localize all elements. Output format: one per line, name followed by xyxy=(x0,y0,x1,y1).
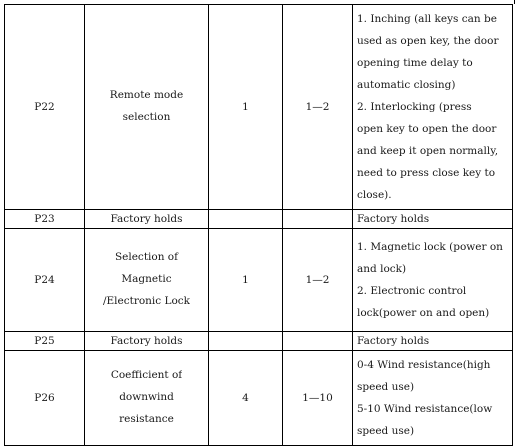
description-line: used as open key, the door xyxy=(357,35,499,47)
param-default-cell xyxy=(209,5,283,210)
param-name-line: Selection of xyxy=(114,250,179,263)
param-name-line: Remote mode xyxy=(109,88,184,101)
param-default: 1 xyxy=(242,101,249,113)
description-line: and lock) xyxy=(357,263,407,275)
param-default-cell xyxy=(209,210,283,229)
param-name xyxy=(107,364,186,430)
param-description xyxy=(353,229,513,332)
param-name-line: Coefficient of xyxy=(110,368,183,381)
description-line: 2. Interlocking (press xyxy=(357,101,472,113)
param-description xyxy=(353,5,513,210)
param-code-cell xyxy=(5,351,85,446)
param-code-cell xyxy=(5,229,85,332)
param-range: 1—2 xyxy=(305,274,330,286)
param-name-line: downwind xyxy=(119,390,174,403)
param-default-cell xyxy=(209,229,283,332)
param-name xyxy=(106,84,187,128)
description-line: automatic closing) xyxy=(357,79,456,91)
param-code-cell xyxy=(5,210,85,229)
param-name: Factory holds xyxy=(110,212,183,225)
description-line: 1. Magnetic lock (power on xyxy=(357,241,503,253)
description-line: close). xyxy=(357,189,392,201)
param-range-cell xyxy=(283,332,353,351)
description-line: 2. Electronic control xyxy=(357,285,467,297)
param-default-cell xyxy=(209,332,283,351)
table-row-p22 xyxy=(5,5,513,210)
param-description xyxy=(353,351,513,446)
description-line: speed use) xyxy=(357,381,415,393)
param-name-line: resistance xyxy=(119,412,174,425)
table-row-p23 xyxy=(5,210,513,229)
parameter-table xyxy=(4,4,513,446)
param-code-cell xyxy=(5,332,85,351)
description-line: 5-10 Wind resistance(low xyxy=(357,403,493,415)
description-line: and keep it open normally, xyxy=(357,145,499,157)
param-name xyxy=(99,246,194,312)
description-line: 1. Inching (all keys can be xyxy=(357,13,497,25)
table-row-p25 xyxy=(5,332,513,351)
param-range-cell xyxy=(283,351,353,446)
param-code: P22 xyxy=(34,101,55,113)
param-range-cell xyxy=(283,5,353,210)
param-range: 1—2 xyxy=(305,101,330,113)
param-code: P23 xyxy=(34,212,55,225)
description-line: 0-4 Wind resistance(high xyxy=(357,359,491,371)
param-name-cell xyxy=(85,210,209,229)
param-description xyxy=(353,210,513,229)
param-name-line: Magnetic xyxy=(121,272,172,285)
description-line: opening time delay to xyxy=(357,57,473,69)
description-line: Factory holds xyxy=(357,212,430,225)
param-name-line: /Electronic Lock xyxy=(102,294,191,307)
param-code: P24 xyxy=(34,274,55,286)
table-row-p24 xyxy=(5,229,513,332)
table-row-p26 xyxy=(5,351,513,446)
param-default: 1 xyxy=(242,274,249,286)
param-code-cell xyxy=(5,5,85,210)
description-line: Factory holds xyxy=(357,334,430,347)
param-code: P26 xyxy=(34,392,55,404)
param-description xyxy=(353,332,513,351)
param-code: P25 xyxy=(34,334,55,347)
param-range-cell xyxy=(283,229,353,332)
param-name: Factory holds xyxy=(110,334,183,347)
description-line: open key to open the door xyxy=(357,123,497,135)
param-name-line: selection xyxy=(122,110,171,123)
description-line: speed use) xyxy=(357,425,415,437)
param-name-cell xyxy=(85,332,209,351)
page-edge-mark xyxy=(514,0,515,4)
param-name-cell xyxy=(85,351,209,446)
param-default: 4 xyxy=(242,392,249,404)
param-name-cell xyxy=(85,229,209,332)
param-range-cell xyxy=(283,210,353,229)
description-line: need to press close key to xyxy=(357,167,496,179)
param-range: 1—10 xyxy=(302,392,333,404)
param-default-cell xyxy=(209,351,283,446)
description-line: lock(power on and open) xyxy=(357,307,490,319)
param-name-cell xyxy=(85,5,209,210)
